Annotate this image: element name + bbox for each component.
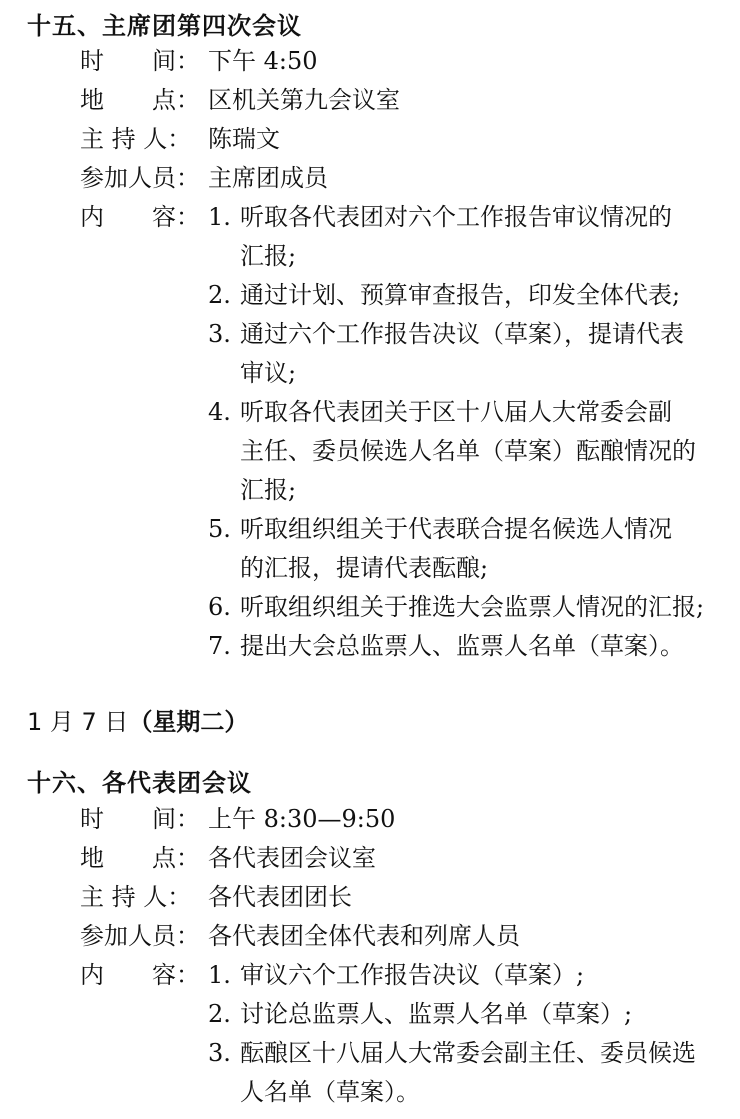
item-number: 2. [208, 281, 231, 309]
field-label-content: 内 容： [80, 961, 200, 989]
field-label-host: 主 持 人： [80, 125, 192, 153]
field-value-place: 各代表团会议室 [208, 844, 376, 872]
item-number: 3. [208, 320, 231, 348]
item-text-line: 审议; [240, 359, 297, 387]
item-number: 6. [208, 593, 231, 621]
item-text-line: 听取组织组关于推选大会监票人情况的汇报; [240, 593, 705, 621]
item-number: 3. [208, 1039, 231, 1067]
weekday-text: （星期二） [128, 708, 249, 736]
item-text-line: 听取各代表团对六个工作报告审议情况的 [240, 203, 672, 231]
field-label-time: 时 间： [80, 47, 200, 75]
item-text-line: 听取各代表团关于区十八届人大常委会副 [240, 398, 672, 426]
field-value-host: 陈瑞文 [208, 125, 280, 153]
item-text-line: 汇报; [240, 476, 297, 504]
field-value-time: 下午 4:50 [208, 47, 318, 75]
field-label-host: 主 持 人： [80, 883, 192, 911]
date-line [27, 702, 248, 737]
item-text-line: 讨论总监票人、监票人名单（草案）; [240, 1000, 633, 1028]
section-heading: 十六、各代表团会议 [27, 769, 252, 797]
item-number: 1. [208, 961, 231, 989]
field-value-time: 上午 8:30—9:50 [208, 805, 396, 833]
field-value-attendees: 各代表团全体代表和列席人员 [208, 922, 520, 950]
field-label-attendees: 参加人员： [80, 922, 200, 950]
item-text-line: 人名单（草案）。 [240, 1078, 420, 1106]
item-text-line: 通过六个工作报告决议（草案），提请代表 [240, 320, 684, 348]
item-text-line: 汇报; [240, 242, 297, 270]
section-heading: 十五、主席团第四次会议 [27, 12, 302, 40]
item-number: 4. [208, 398, 231, 426]
field-value-place: 区机关第九会议室 [208, 86, 400, 114]
item-text-line: 酝酿区十八届人大常委会副主任、委员候选 [240, 1039, 696, 1067]
item-number: 2. [208, 1000, 231, 1028]
item-text-line: 的汇报，提请代表酝酿; [240, 554, 489, 582]
field-value-host: 各代表团团长 [208, 883, 352, 911]
date-text: 1 月 7 日 [27, 708, 129, 736]
item-number: 5. [208, 515, 231, 543]
item-text-line: 主任、委员候选人名单（草案）酝酿情况的 [240, 437, 696, 465]
field-label-place: 地 点： [80, 86, 200, 114]
item-text-line: 提出大会总监票人、监票人名单（草案）。 [240, 632, 684, 660]
field-label-place: 地 点： [80, 844, 200, 872]
item-text-line: 听取组织组关于代表联合提名候选人情况 [240, 515, 672, 543]
field-label-content: 内 容： [80, 203, 200, 231]
item-text-line: 审议六个工作报告决议（草案）; [240, 961, 585, 989]
field-value-attendees: 主席团成员 [208, 164, 328, 192]
item-number: 1. [208, 203, 231, 231]
field-label-attendees: 参加人员： [80, 164, 200, 192]
field-label-time: 时 间： [80, 805, 200, 833]
item-text-line: 通过计划、预算审查报告，印发全体代表; [240, 281, 681, 309]
item-number: 7. [208, 632, 231, 660]
